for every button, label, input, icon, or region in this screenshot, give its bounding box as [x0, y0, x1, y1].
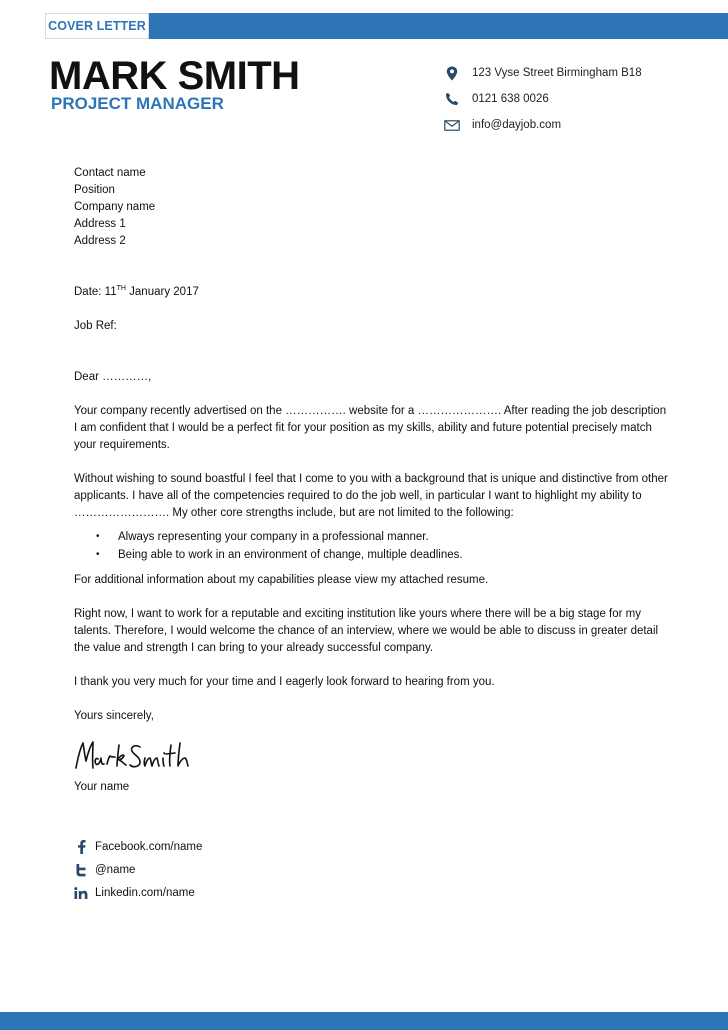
- recipient-contact-name: Contact name: [74, 167, 146, 179]
- linkedin-icon: [74, 885, 88, 901]
- cover-letter-tag: COVER LETTER: [45, 13, 149, 39]
- social-twitter-row[interactable]: [74, 858, 202, 881]
- email-icon: [443, 117, 461, 133]
- twitter-icon: [74, 862, 88, 878]
- applicant-name: MARK SMITH: [49, 54, 300, 98]
- handwritten-signature: [74, 735, 672, 775]
- recipient-address-1: Address 1: [74, 218, 126, 230]
- facebook-icon: [74, 839, 88, 855]
- contact-block: [443, 60, 713, 138]
- recipient-company: Company name: [74, 201, 156, 213]
- twitter-handle[interactable]: @name: [95, 863, 136, 876]
- contact-address: 123 Vyse Street Birmingham B18: [472, 67, 642, 79]
- body-paragraph-2: Without wishing to sound boastful I feel that I come to you with a background that is unique and distinctive from other applicants. I have all of the competencies required to do the job well, in particular I want to highlight my ability to ……………………. My other core strengths include, but are not limited to the following:: [74, 473, 668, 519]
- facebook-link[interactable]: Facebook.com/name: [95, 840, 203, 853]
- strengths-list: [74, 528, 672, 564]
- contact-email-row: [443, 112, 713, 138]
- recipient-block: [74, 165, 672, 250]
- body-paragraph-4: Right now, I want to work for a reputable and exciting institution like yours where there will be a big stage for my talents. Therefore, I would welcome the chance of an interview, where we would be able to discuss in greater detail the value and strength I can bring to your already successful company.: [74, 608, 659, 654]
- contact-phone-row: [443, 86, 713, 112]
- body-paragraph-5: I thank you very much for your time and I eagerly look forward to hearing from you.: [74, 676, 495, 688]
- job-ref: Job Ref:: [74, 320, 117, 332]
- bottom-accent-band: [0, 1012, 728, 1030]
- body-paragraph-3: For additional information about my capabilities please view my attached resume.: [74, 574, 489, 586]
- location-pin-icon: [443, 65, 461, 81]
- social-linkedin-row[interactable]: [74, 881, 202, 904]
- list-item: • Being able to work in an environment of change, multiple deadlines.: [74, 546, 672, 564]
- recipient-position: Position: [74, 184, 115, 196]
- linkedin-link[interactable]: Linkedin.com/name: [95, 886, 195, 899]
- salutation: Dear …………,: [74, 371, 152, 383]
- contact-address-row: [443, 60, 713, 86]
- contact-phone: 0121 638 0026: [472, 93, 549, 105]
- letter-body: [74, 165, 672, 796]
- closing: Yours sincerely,: [74, 710, 154, 722]
- social-facebook-row[interactable]: [74, 835, 202, 858]
- letter-date: Date: 11TH January 2017: [74, 285, 199, 298]
- phone-icon: [443, 91, 461, 107]
- list-item: • Always representing your company in a professional manner.: [74, 528, 672, 546]
- your-name: Your name: [74, 781, 130, 793]
- job-title: PROJECT MANAGER: [51, 94, 224, 113]
- contact-email[interactable]: info@dayjob.com: [472, 119, 562, 131]
- recipient-address-2: Address 2: [74, 235, 126, 247]
- social-links: [74, 835, 202, 904]
- body-paragraph-1: Your company recently advertised on the ……………. website for a …………………. After reading the job description I am confident that I would be a perfect fit for your position as my skills, ability and future potential precisely match your requirements.: [74, 405, 667, 451]
